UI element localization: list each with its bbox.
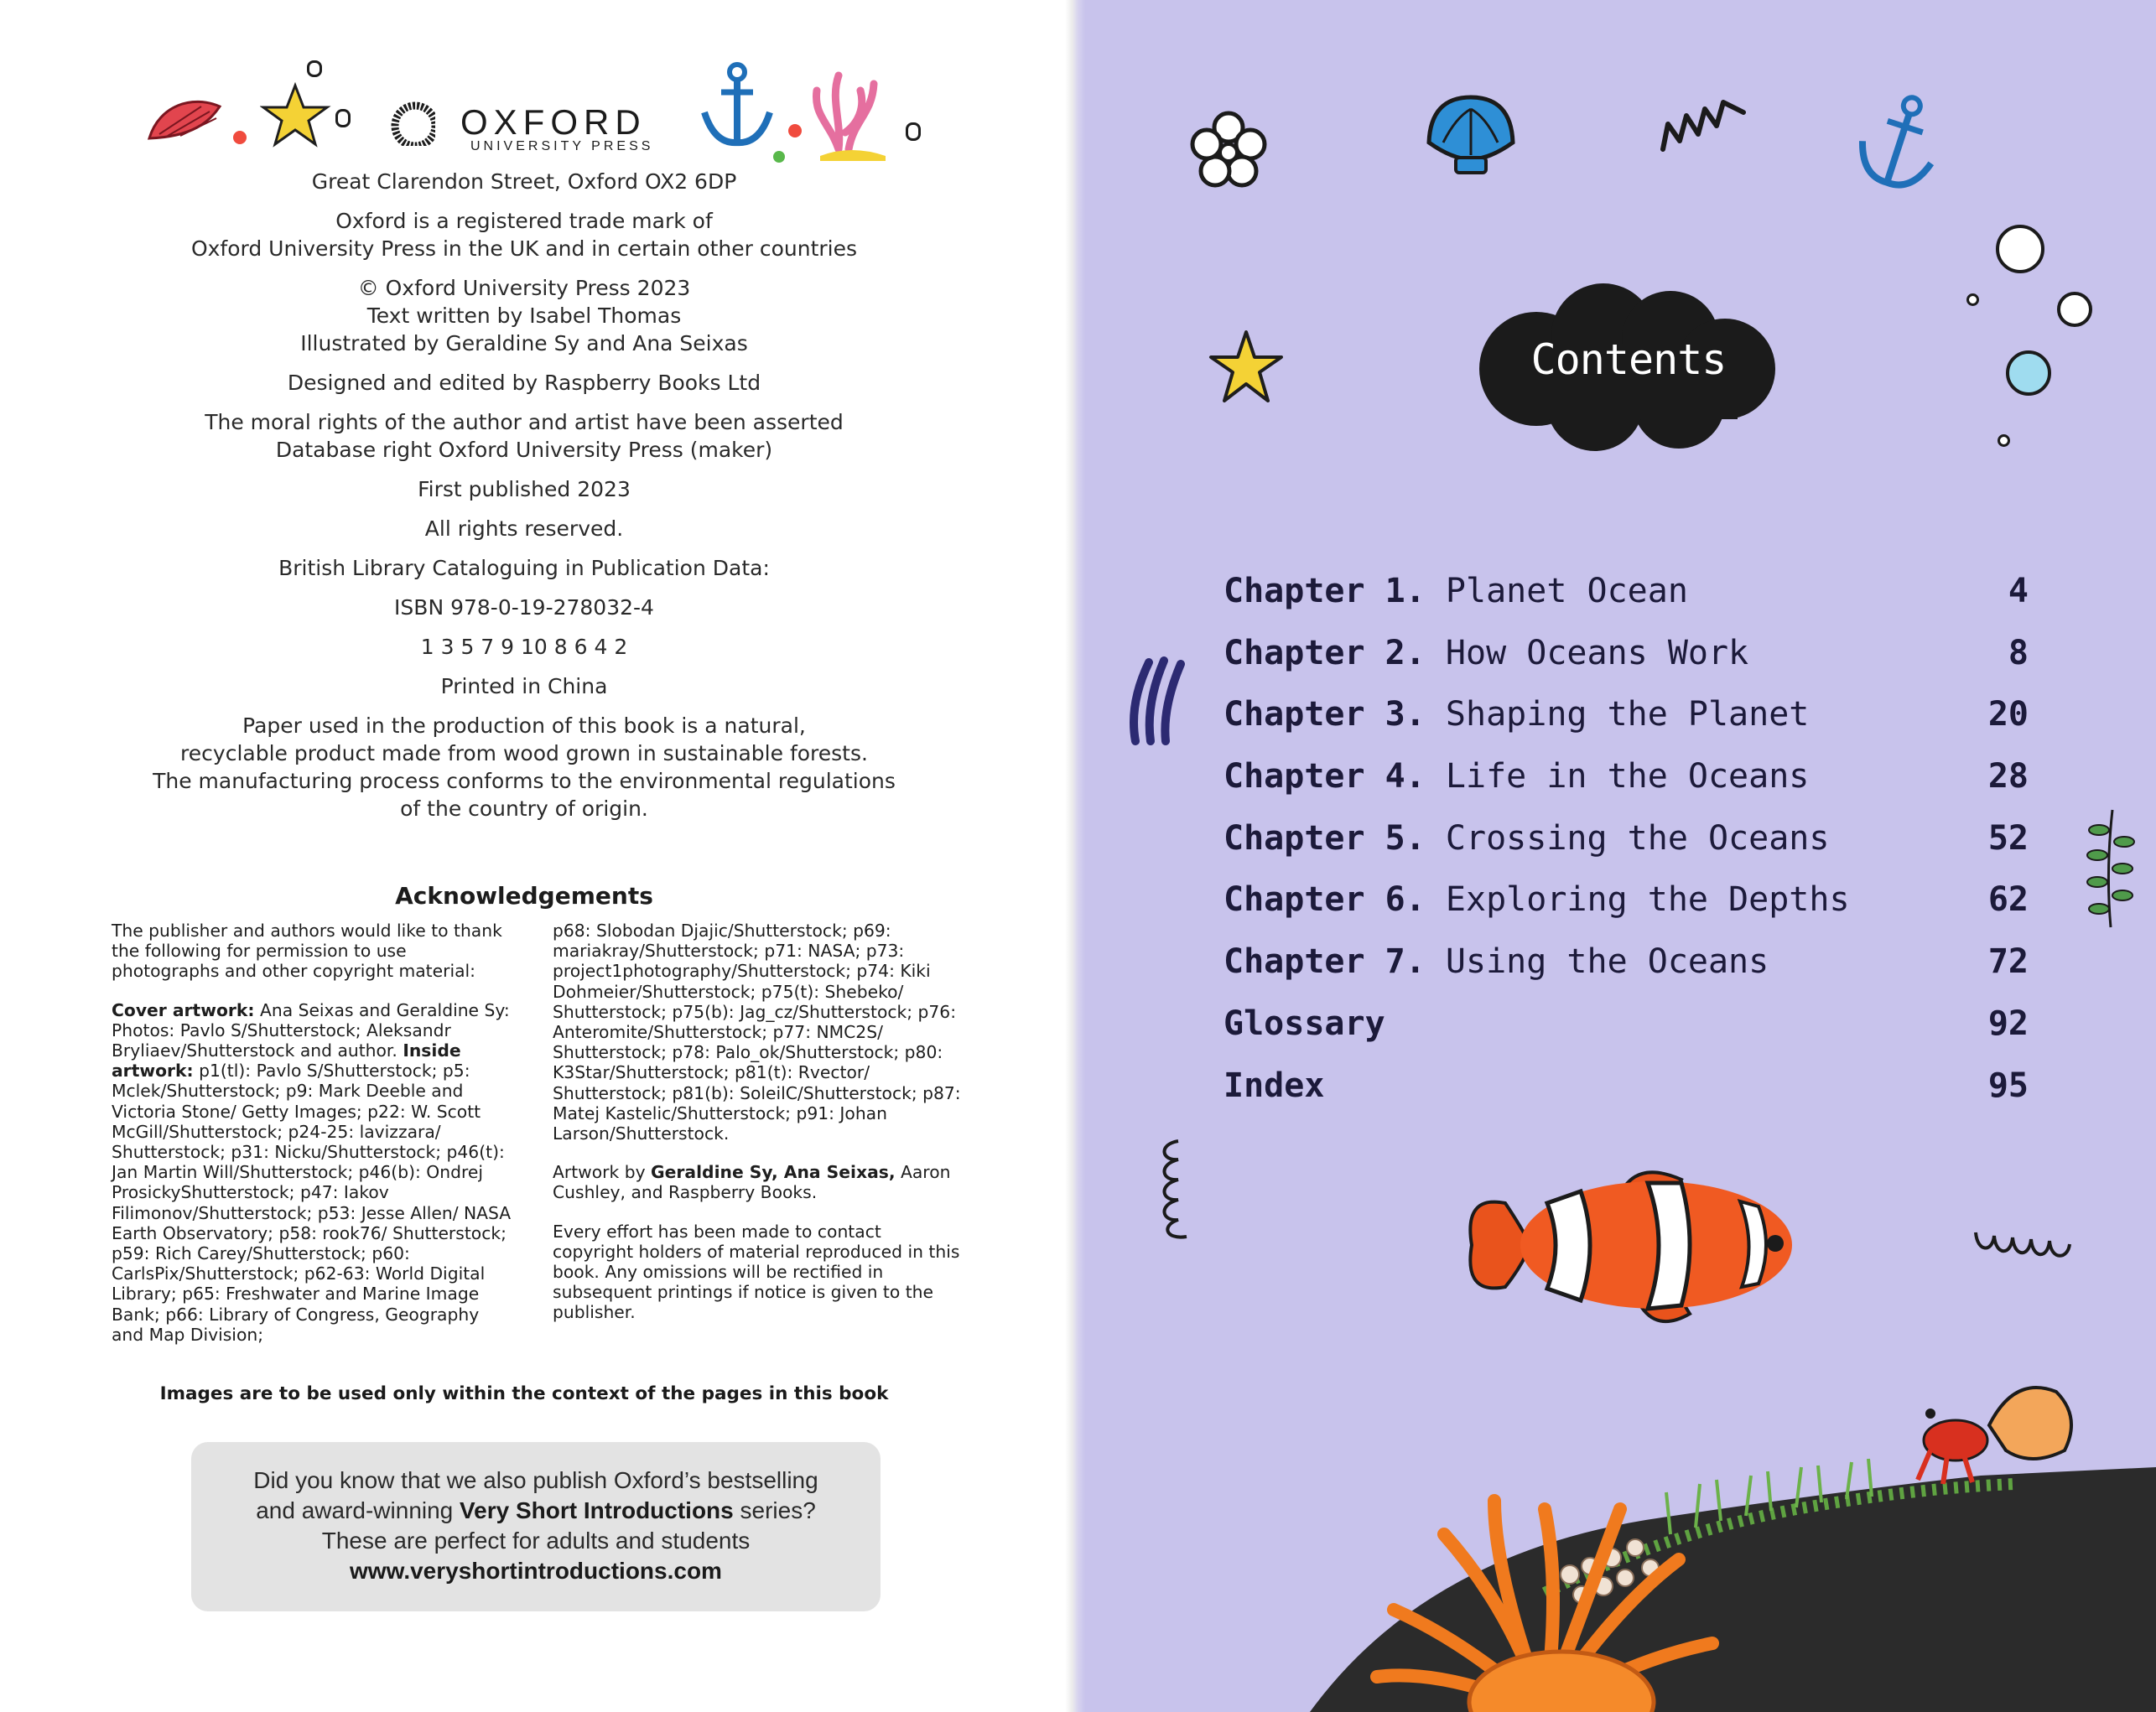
copyright-credits: © Oxford University Press 2023 Text written by Isabel Thomas Illustrated by Geraldine Sy and Ana Seixas (300, 276, 748, 355)
toc-row[interactable] (1223, 817, 2029, 879)
acknowledgements-title: Acknowledgements (395, 882, 653, 910)
promo-url-text: www.veryshortintroductions.com (350, 1558, 722, 1584)
bubble-icon (1996, 225, 2044, 273)
promo-line-1: Did you know that we also publish Oxford’s bestselling (253, 1467, 818, 1493)
clam-icon (1422, 92, 1519, 180)
coral-icon (805, 65, 889, 164)
anchor-icon (1853, 92, 1946, 197)
rights-reserved: All rights reserved. (424, 516, 624, 541)
squiggle-icon (1971, 1216, 2075, 1266)
toc-row[interactable] (1223, 941, 2029, 1003)
dot-icon (788, 124, 802, 137)
flower-icon (1187, 109, 1270, 193)
zigzag-icon (1656, 91, 1750, 158)
toc-row[interactable] (1223, 570, 2029, 632)
toc-label: Chapter 7. (1223, 942, 1426, 982)
ack-credits (112, 1000, 514, 1345)
images-usage-note: Images are to be used only within the context of the pages in this book (159, 1383, 889, 1404)
toc-row[interactable] (1223, 632, 2029, 694)
promo-line-2-post: series? (733, 1497, 816, 1523)
ack-credits-continued: p68: Slobodan Djajic/Shutterstock; p69: mariakray/Shutterstock; p71: NASA; p73: project1photography/Shutterstock; p74: Kiki Dohmeier/Shutterstock; p75(t): Shebeko/ Shutterstock; p75(b): Jag_cz/Shutterstock; p76: Anteromite/Shutterstock; p77: NMC2S/ Shutterstock; p78: Palo_ok/Shutterstock; p80: K3Star/Shutterstock; p81(t): Rvector/ Shutterstock; p81(b): SoleilC/Shutterstock; p87: Matej Kastelic/Shutterstock; p91: Johan Larson/Shutterstock. (553, 921, 961, 1144)
bubble-icon (307, 60, 322, 77)
toc-page: 92 (1987, 1004, 2029, 1043)
artwork-credit (553, 1162, 964, 1202)
toc-page: 72 (1987, 942, 2029, 982)
inside-label: Inside artwork: (112, 1040, 461, 1082)
squiggle-icon (1153, 1136, 1203, 1245)
toc-title: How Oceans Work (1425, 633, 1749, 672)
promo-box (191, 1442, 881, 1611)
toc-title: Shaping the Planet (1425, 695, 1810, 734)
address: Great Clarendon Street, Oxford OX2 6DP (311, 169, 737, 194)
printed-in: Printed in China (440, 674, 608, 698)
toc-page: 52 (1987, 818, 2029, 858)
dot-icon (773, 151, 785, 163)
bubble-icon (906, 122, 921, 141)
contents-title: Contents (1530, 335, 1727, 384)
toc-page: 95 (1987, 1066, 2029, 1105)
reef-scene (1075, 1341, 2156, 1712)
toc-title: Using the Oceans (1425, 942, 1769, 982)
cataloguing-data: British Library Cataloguing in Publication Data: (278, 556, 770, 580)
imprint-block (101, 168, 948, 834)
toc-label: Chapter 6. (1223, 880, 1426, 920)
toc-row[interactable] (1223, 755, 2029, 817)
artwork-prefix: Artwork by (553, 1162, 652, 1183)
promo-line-2 (191, 1496, 881, 1526)
bubble-icon (2057, 292, 2092, 327)
toc-label: Chapter 3. (1223, 695, 1426, 734)
promo-line-3: These are perfect for adults and students (321, 1528, 751, 1554)
oxford-logo (390, 99, 667, 158)
toc-label: Chapter 5. (1223, 818, 1426, 858)
promo-url[interactable] (191, 1556, 881, 1586)
shell-icon (143, 88, 226, 147)
seaweed-icon (1124, 654, 1195, 746)
toc-title: Planet Ocean (1425, 572, 1688, 610)
seaweed-icon (2084, 805, 2138, 931)
artwork-names: Geraldine Sy, Ana Seixas, (651, 1162, 896, 1183)
toc-row[interactable] (1223, 879, 2029, 941)
anchor-icon (698, 60, 777, 153)
toc-label: Glossary (1223, 1004, 1385, 1043)
bubble-icon (2006, 350, 2051, 396)
toc-page: 62 (1987, 880, 2029, 920)
moral-rights: The moral rights of the author and artist have been asserted Database right Oxford University Press (maker) (205, 410, 844, 462)
hermit-crab-icon (1918, 1388, 2071, 1484)
oxford-ring-icon (390, 101, 435, 146)
toc-label: Chapter 4. (1223, 757, 1426, 796)
toc-row[interactable] (1223, 1003, 2029, 1065)
toc-row[interactable] (1223, 1065, 2029, 1127)
first-published: First published 2023 (418, 477, 631, 501)
toc-row[interactable] (1223, 693, 2029, 755)
table-of-contents (1223, 570, 2029, 1126)
logo-subtitle: UNIVERSITY PRESS (470, 139, 654, 153)
promo-series-name: Very Short Introductions (460, 1497, 734, 1523)
toc-title: Exploring the Depths (1425, 880, 1850, 920)
toc-page: 8 (2008, 633, 2029, 672)
toc-label: Index (1223, 1066, 1325, 1105)
cover-text: Ana Seixas and Geraldine Sy: Photos: Pavlo S/Shutterstock; Aleksandr Bryliaev/Shutterstock and author. (112, 999, 510, 1061)
bubble-icon (1966, 293, 1979, 306)
logo-word: OXFORD (460, 102, 647, 142)
starfish-icon (260, 82, 331, 149)
toc-title: Life in the Oceans (1425, 757, 1810, 796)
toc-label: Chapter 1. (1223, 572, 1426, 610)
dot-icon (233, 131, 247, 144)
starfish-icon (1206, 329, 1286, 409)
acknowledgements-column-1 (112, 921, 514, 1363)
clownfish-icon (1455, 1161, 1816, 1337)
acknowledgements-column-2 (553, 921, 964, 1341)
bubble-icon (335, 109, 351, 127)
toc-page: 4 (2008, 572, 2029, 610)
paper-notice: Paper used in the production of this book is a natural, recyclable product made from wood grown in sustainable forests. The manufacturing process conforms to the environmental regulations of the country of origin. (153, 713, 896, 821)
artwork-rest: Aaron Cushley, and Raspberry Books. (553, 1162, 951, 1203)
promo-line-2-pre: and award-winning (256, 1497, 460, 1523)
cover-label: Cover artwork: (112, 999, 255, 1020)
printing-line: 1 3 5 7 9 10 8 6 4 2 (420, 635, 628, 659)
bubble-icon (1998, 434, 2010, 447)
inside-text: p1(tl): Pavlo S/Shutterstock; p5: Mclek/Shutterstock; p9: Mark Deeble and Victoria Stone/ Getty Images; p22: W. Scott McGill/Shutterstock; p24-25: lavizzara/ Shutterstock; p31: Nicku/Shutterstock; p46(t): Jan Martin Will/Shutterstock; p46(b): Ondrej ProsickyShutterstock; p47: Iakov Filimonov/Shutterstock; p53: Jesse Allen/ NASA Earth Observatory; p58: rook76/ Shutterstock; p59: Rich Carey/Shutterstock; p60: CarlsPix/Shutterstock; p62-63: World Digital Library; p65: Freshwater and Marine Image Bank; p66: Library of Congress, Geography and Map Division; (112, 1061, 512, 1345)
toc-label: Chapter 2. (1223, 633, 1426, 672)
effort-notice: Every effort has been made to contact copyright holders of material reproduced in this book. Any omissions will be rectified in subsequent printings if notice is given to the publisher. (553, 1221, 960, 1323)
toc-page: 28 (1987, 757, 2029, 796)
design-credit: Designed and edited by Raspberry Books Ltd (287, 371, 761, 395)
toc-title: Crossing the Oceans (1425, 818, 1830, 858)
isbn: ISBN 978-0-19-278032-4 (394, 595, 654, 620)
toc-page: 20 (1987, 695, 2029, 734)
ack-intro: The publisher and authors would like to thank the following for permission to use photographs and other copyright material: (112, 921, 502, 982)
trademark-notice: Oxford is a registered trade mark of Oxford University Press in the UK and in certain other countries (190, 209, 858, 261)
